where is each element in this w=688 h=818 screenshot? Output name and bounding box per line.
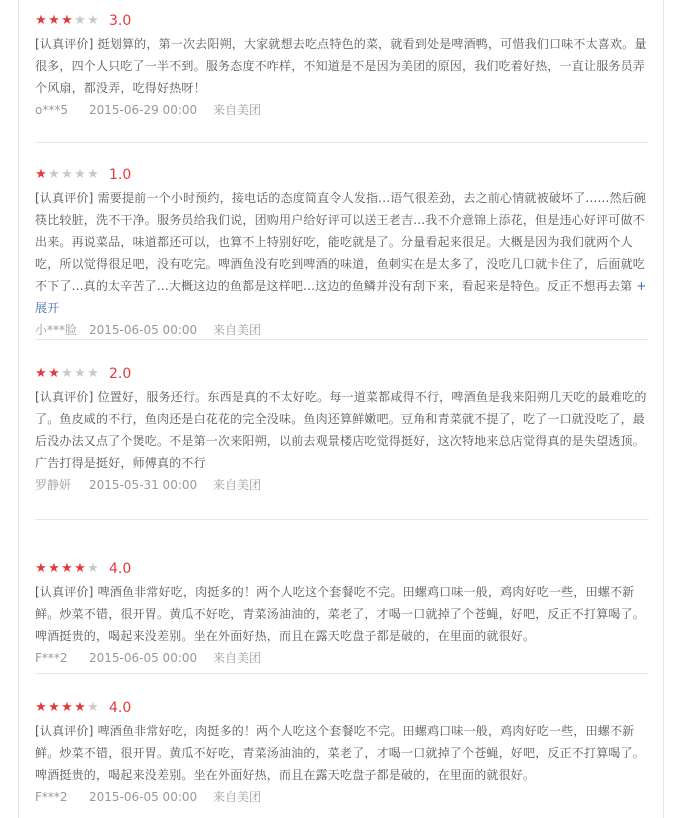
review-date: 2015-06-05 00:00 — [89, 651, 198, 665]
star-filled-icon: ★ — [35, 561, 47, 576]
rating-row — [35, 363, 649, 385]
review-text: [认真评价] 挺划算的，第一次去阳朔，大家就想去吃点特色的菜，就看到处是啤酒鸭，可惜我们口味不太喜欢。量很多，四个人只吃了一半不到。服务态度不咋样，不知道是不是因为美团的原因，我们吃着好热，一直让服务员弄个风扇，都没弄，吃得好热呀！ — [35, 37, 647, 95]
star-filled-icon: ★ — [48, 366, 60, 381]
review-item — [35, 340, 649, 520]
star-empty-icon: ★ — [61, 167, 73, 182]
star-filled-icon: ★ — [35, 167, 47, 182]
reviewer-name: F***2 — [35, 790, 68, 804]
star-empty-icon: ★ — [87, 366, 99, 381]
star-rating — [35, 168, 99, 182]
star-empty-icon: ★ — [74, 13, 86, 28]
rating-score: 3.0 — [109, 13, 132, 29]
review-date: 2015-06-05 00:00 — [89, 790, 198, 804]
star-filled-icon: ★ — [35, 700, 47, 715]
star-filled-icon: ★ — [61, 13, 73, 28]
rating-row — [35, 697, 649, 719]
star-filled-icon: ★ — [48, 561, 60, 576]
star-rating — [35, 367, 99, 381]
rating-score: 1.0 — [109, 167, 132, 183]
review-item — [35, 143, 649, 340]
review-source: 来自美团 — [213, 103, 262, 117]
star-filled-icon: ★ — [61, 700, 73, 715]
star-empty-icon: ★ — [87, 167, 99, 182]
star-empty-icon: ★ — [48, 167, 60, 182]
review-meta — [35, 786, 649, 808]
review-text: [认真评价] 位置好，服务还行。东西是真的不太好吃。每一道菜都咸得不行，啤酒鱼是我来阳朔几天吃的最难吃的了。鱼皮咸的不行，鱼肉还是白花花的完全没味。鱼肉还算鲜嫩吧。豆角和青菜就不提了，吃了一口就没吃了，最后没办法又点了个煲吃。不是第一次来阳朔，以前去观景楼店吃觉得挺好，这次特地来总店觉得真的是失望透顶。广告打得是挺好，师傅真的不行 — [35, 390, 647, 470]
reviewer-name: 小***脸 — [35, 323, 78, 337]
review-source: 来自美团 — [213, 323, 262, 337]
review-date: 2015-06-05 00:00 — [89, 323, 198, 337]
review-source: 来自美团 — [213, 651, 262, 665]
star-empty-icon: ★ — [87, 561, 99, 576]
star-filled-icon: ★ — [61, 561, 73, 576]
reviewer-name: F***2 — [35, 651, 68, 665]
star-filled-icon: ★ — [74, 700, 86, 715]
star-rating — [35, 14, 99, 28]
star-filled-icon: ★ — [35, 366, 47, 381]
rating-score: 2.0 — [109, 366, 132, 382]
review-item — [35, 520, 649, 674]
rating-row — [35, 10, 649, 32]
star-filled-icon: ★ — [74, 561, 86, 576]
review-source: 来自美团 — [213, 478, 262, 492]
star-filled-icon: ★ — [48, 13, 60, 28]
review-date: 2015-06-29 00:00 — [89, 103, 198, 117]
star-empty-icon: ★ — [74, 366, 86, 381]
review-date: 2015-05-31 00:00 — [89, 478, 198, 492]
rating-score: 4.0 — [109, 561, 132, 577]
review-meta — [35, 319, 649, 341]
star-rating — [35, 701, 99, 715]
review-meta — [35, 474, 649, 496]
review-item — [35, 0, 649, 143]
star-empty-icon: ★ — [87, 700, 99, 715]
review-list — [18, 0, 664, 818]
reviewer-name: o***5 — [35, 103, 68, 117]
rating-score: 4.0 — [109, 700, 132, 716]
review-item — [35, 674, 649, 818]
review-source: 来自美团 — [213, 790, 262, 804]
review-text — [35, 187, 649, 319]
star-empty-icon: ★ — [61, 366, 73, 381]
rating-row — [35, 164, 649, 186]
review-text: [认真评价] 啤酒鱼非常好吃，肉挺多的！两个人吃这个套餐吃不完。田螺鸡口味一般，鸡肉好吃一些，田螺不新鲜。炒菜不错，很开胃。黄瓜不好吃，青菜汤油油的，菜老了，才喝一口就掉了个苍蝇，好吧，反正不打算喝了。啤酒挺贵的，喝起来没差别。坐在外面好热，而且在露天吃盘子都是破的，在里面的就很好。 — [35, 724, 646, 782]
review-meta — [35, 99, 649, 121]
expand-link[interactable]: + 展开 — [35, 279, 647, 315]
review-text: [认真评价] 啤酒鱼非常好吃，肉挺多的！两个人吃这个套餐吃不完。田螺鸡口味一般，鸡肉好吃一些，田螺不新鲜。炒菜不错，很开胃。黄瓜不好吃，青菜汤油油的，菜老了，才喝一口就掉了个苍蝇，好吧，反正不打算喝了。啤酒挺贵的，喝起来没差别。坐在外面好热，而且在露天吃盘子都是破的，在里面的就很好。 — [35, 585, 646, 643]
star-rating — [35, 562, 99, 576]
review-meta — [35, 647, 649, 669]
star-empty-icon: ★ — [74, 167, 86, 182]
star-filled-icon: ★ — [35, 13, 47, 28]
review-text-content: [认真评价] 需要提前一个小时预约，接电话的态度简直令人发指...语气很差劲，去之前心情就被破坏了......然后碗筷比较脏，洗不干净。服务员给我们说，团购用户给好评可以送王老吉...我不介意锦上添花，但是违心好评可做不出来。再说菜品，味道都还可以，也算不上特别好吃，能吃就是了。分量看起来很足。大概是因为我们就两个人吃，所以觉得很足吧，没有吃完。啤酒鱼没有吃到啤酒的味道，鱼刺实在是太多了，没吃几口就卡住了，后面就吃不下了...真的太辛苦了...大概这边的鱼都是这样吧...这边的鱼鳞并没有刮下来，看起来是特色。反正不想再去第 — [35, 191, 647, 293]
reviewer-name: 罗静妍 — [35, 478, 72, 492]
rating-row — [35, 558, 649, 580]
star-empty-icon: ★ — [87, 13, 99, 28]
star-filled-icon: ★ — [48, 700, 60, 715]
